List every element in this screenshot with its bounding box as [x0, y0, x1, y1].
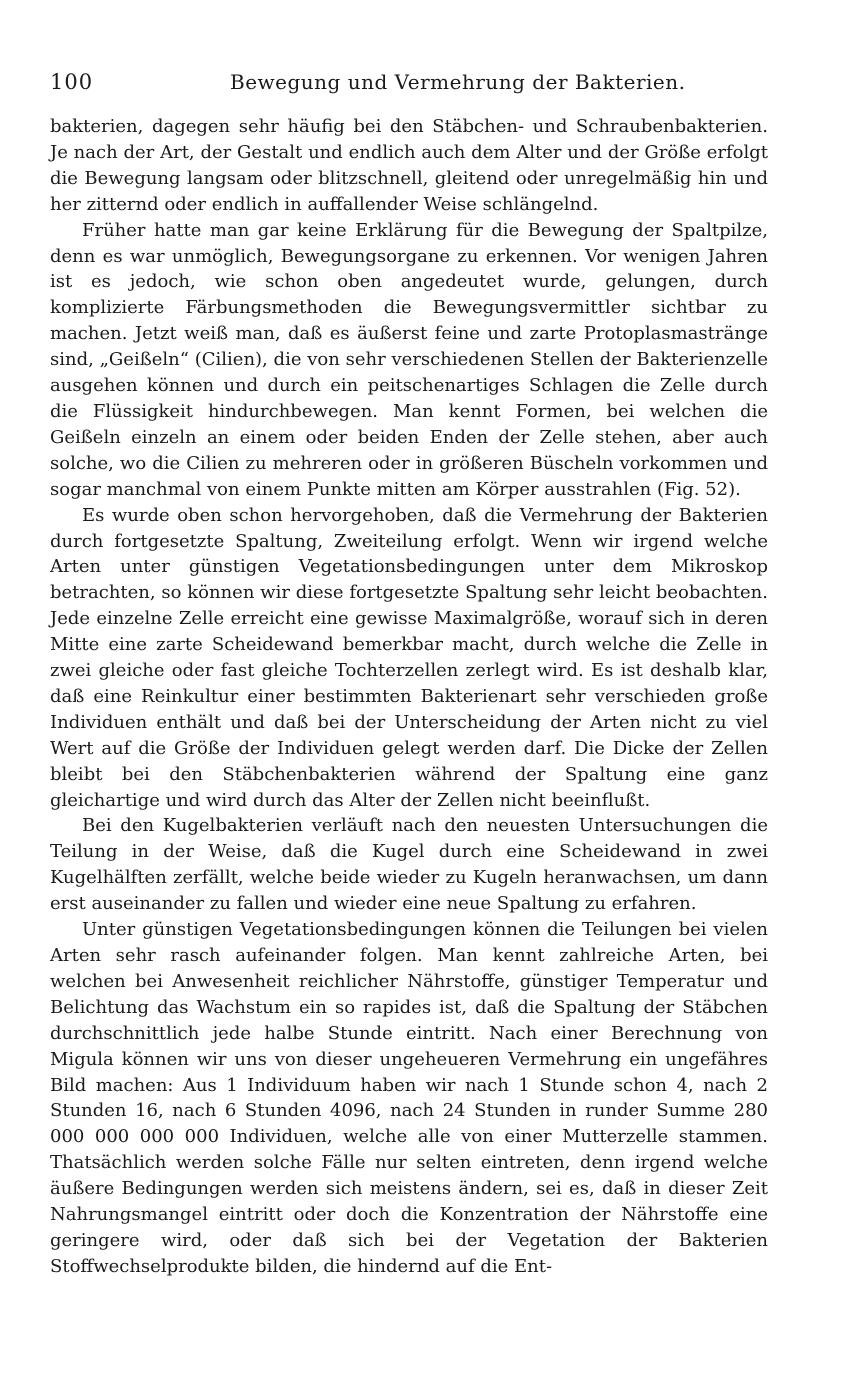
running-title: Bewegung und Vermehrung der Bakterien. [230, 70, 686, 94]
page-number: 100 [50, 70, 94, 94]
paragraph-reproduction: Es wurde oben schon hervorgehoben, daß die Vermehrung der Bakterien durch fortgesetzte Spaltung, Zweiteilung erfolgt. Wenn wir irgend welche Arten unter günstigen Vegetationsbedingungen unter dem Mikroskop betrachten, so können wir diese fortgesetzte Spaltung sehr leicht beobachten. Jede einzelne Zelle erreicht eine gewisse Maximalgröße, worauf sich in deren Mitte eine zarte Scheidewand bemerkbar macht, durch welche die Zelle in zwei gleiche oder fast gleiche Tochterzellen zerlegt wird. Es ist deshalb klar, daß eine Reinkultur einer bestimmten Bakterienart sehr verschieden große Individuen enthält und daß bei der Unterscheidung der Arten nicht zu viel Wert auf die Größe der Individuen gelegt werden darf. Die Dicke der Zellen bleibt bei den Stäbchenbakterien während der Spaltung eine ganz gleichartige und wird durch das Alter der Zellen nicht beeinflußt. [50, 504, 768, 811]
page-header [50, 70, 770, 100]
paragraph-flagella: Früher hatte man gar keine Erklärung für die Bewegung der Spaltpilze, denn es war unmöglich, Bewegungsorgane zu erkennen. Vor wenigen Jahren ist es jedoch, wie schon oben angedeutet wurde, gelungen, durch komplizierte Färbungsmethoden die Bewegungsvermittler sichtbar zu machen. Jetzt weiß man, daß es äußerst feine und zarte Protoplasmastränge sind, „Geißeln“ (Cilien), die von sehr verschiedenen Stellen der Bakterienzelle ausgehen können und durch ein peitschenartiges Schlagen die Zelle durch die Flüssigkeit hindurchbewegen. Man kennt Formen, bei welchen die Geißeln einzeln an einem oder beiden Enden der Zelle stehen, aber auch solche, wo die Cilien zu mehreren oder in größeren Büscheln vorkommen und sogar manchmal von einem Punkte mitten am Körper ausstrahlen (Fig. 52). [50, 219, 768, 500]
paragraph-growth-rate: Unter günstigen Vegetationsbedingungen können die Teilungen bei vielen Arten sehr rasch aufeinander folgen. Man kennt zahlreiche Arten, bei welchen bei Anwesenheit reichlicher Nährstoffe, günstiger Temperatur und Belichtung das Wachstum ein so rapides ist, daß die Spaltung der Stäbchen durchschnittlich jede halbe Stunde eintritt. Nach einer Berechnung von Migula können wir uns von dieser ungeheueren Vermehrung ein ungefähres Bild machen: Aus 1 Individuum haben wir nach 1 Stunde schon 4, nach 2 Stunden 16, nach 6 Stunden 4096, nach 24 Stunden in runder Summe 280 000 000 000 000 Individuen, welche alle von einer Mutterzelle stammen. Thatsächlich werden solche Fälle nur selten eintreten, denn irgend welche äußere Bedingungen werden sich meistens ändern, sei es, daß in dieser Zeit Nahrungsmangel eintritt oder doch die Konzentration der Nährstoffe eine geringere wird, oder daß sich bei der Vegetation der Bakterien Stoffwechselprodukte bilden, die hindernd auf die Ent- [50, 919, 768, 1277]
body-text [50, 114, 768, 1280]
paragraph-continuation: bakterien, dagegen sehr häufig bei den Stäbchen- und Schraubenbakterien. Je nach der Art, der Gestalt und endlich auch dem Alter und der Größe erfolgt die Bewegung langsam oder blitzschnell, gleitend oder unregelmäßig hin und her zitternd oder endlich in auffallender Weise schlängelnd. [50, 116, 768, 215]
paragraph-cocci-division: Bei den Kugelbakterien verläuft nach den neuesten Untersuchungen die Teilung in der Weise, daß die Kugel durch eine Scheidewand in zwei Kugelhälften zerfällt, welche beide wieder zu Kugeln heranwachsen, um dann erst auseinander zu fallen und wieder eine neue Spaltung zu erfahren. [50, 815, 768, 915]
